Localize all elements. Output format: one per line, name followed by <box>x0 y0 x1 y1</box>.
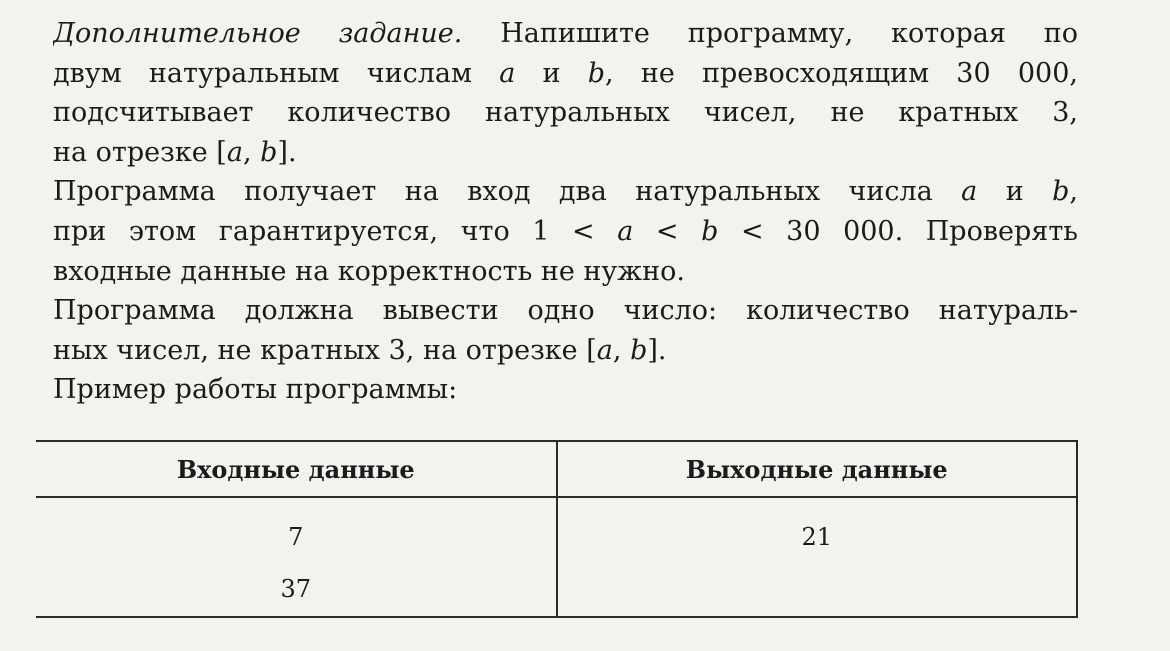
output-value: 21 <box>801 523 833 551</box>
example-table <box>36 440 1078 606</box>
text-fragment: и <box>515 57 588 89</box>
text-fragment: ных чисел, не кратных 3, на отрезке [ <box>53 334 597 366</box>
task-line <box>53 172 1078 212</box>
variable-b: b <box>1052 176 1070 208</box>
task-line <box>53 331 1078 371</box>
text-fragment: Программа получает на вход два натуральных числа <box>53 176 962 208</box>
task-line <box>53 212 1078 252</box>
input-header: Входные данные <box>36 441 557 497</box>
task-line: входные данные на корректность не нужно. <box>53 255 685 287</box>
variable-a: a <box>499 57 516 89</box>
text-fragment: , <box>612 334 631 366</box>
text-fragment: < 30 000. Проверять <box>718 215 1078 247</box>
variable-a: a <box>226 136 243 168</box>
text-fragment: , не превосходящим 30 000, <box>605 57 1078 89</box>
task-text <box>53 14 1078 410</box>
task-title: Дополнительное задание. <box>53 18 463 49</box>
table-row <box>36 497 1077 617</box>
variable-b: b <box>630 334 648 366</box>
input-value: 37 <box>280 575 312 603</box>
variable-a: a <box>617 215 634 247</box>
text-fragment: двум натуральным числам <box>53 57 500 89</box>
task-line <box>53 54 1078 94</box>
task-line: Программа должна вывести одно число: количество натураль- <box>53 295 1078 327</box>
text-fragment: , <box>242 136 261 168</box>
output-cell <box>557 497 1078 617</box>
example-label: Пример работы программы: <box>53 374 458 406</box>
variable-b: b <box>587 57 606 89</box>
variable-a: a <box>961 176 978 208</box>
task-line: подсчитывает количество натуральных чисел, не кратных 3, <box>53 97 1078 129</box>
text-fragment: , <box>1069 176 1078 208</box>
text-fragment: на отрезке [ <box>53 136 227 168</box>
text-fragment: ]. <box>647 334 667 366</box>
task-line <box>53 133 1078 173</box>
text-fragment: и <box>977 176 1053 208</box>
table-header-row <box>36 441 1077 497</box>
io-table <box>36 440 1078 618</box>
text-fragment: ]. <box>277 136 297 168</box>
text-fragment: при этом гарантируется, что 1 < <box>53 215 618 247</box>
variable-a: a <box>596 334 613 366</box>
task-line <box>53 14 1078 54</box>
variable-b: b <box>260 136 278 168</box>
output-header: Выходные данные <box>557 441 1078 497</box>
variable-b: b <box>701 215 719 247</box>
text-fragment: < <box>633 215 702 247</box>
input-cell <box>36 497 557 617</box>
text-fragment: Напишите программу, которая по <box>500 18 1078 49</box>
input-value: 7 <box>288 523 304 551</box>
